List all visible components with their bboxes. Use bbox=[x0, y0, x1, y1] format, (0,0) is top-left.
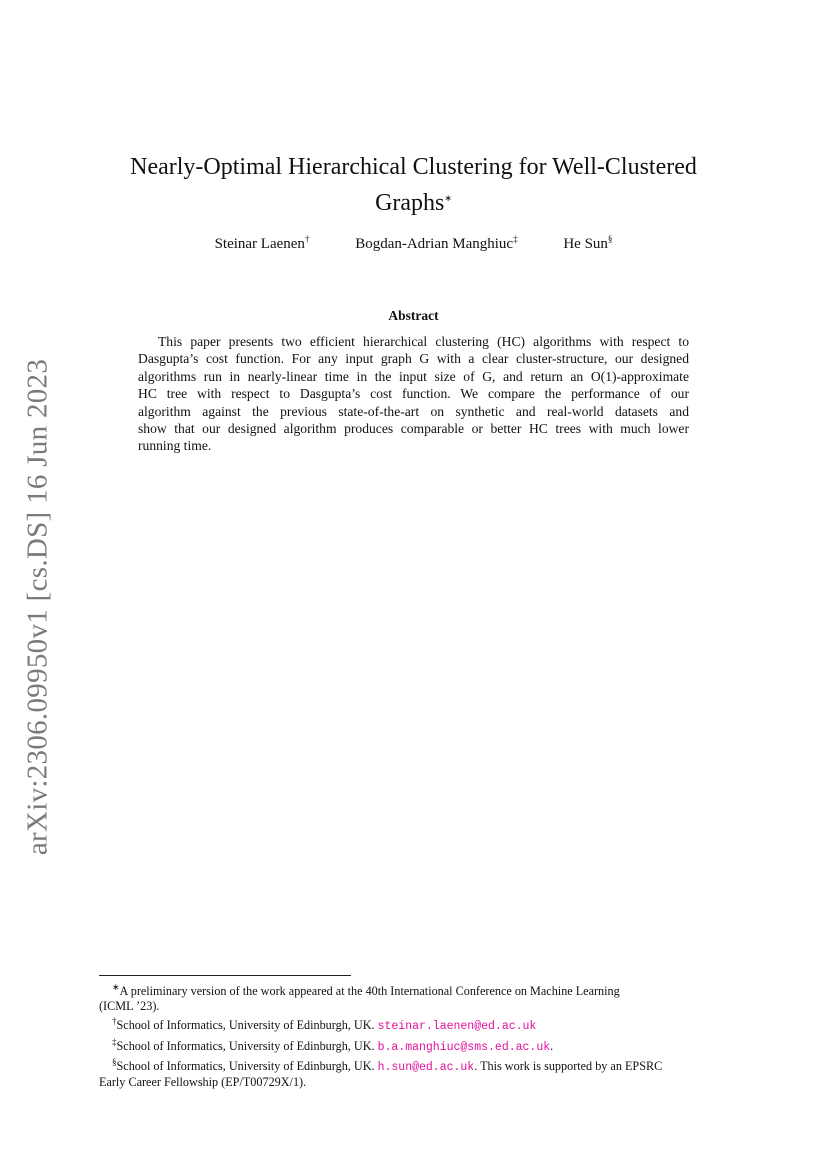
footnote-mark: ‡ bbox=[112, 1036, 117, 1047]
author bbox=[563, 236, 612, 252]
abstract-line: algorithms run in nearly-linear time in the input size of G, and return an O(1)-approximate bbox=[138, 368, 689, 384]
abstract-heading: Abstract bbox=[388, 308, 439, 323]
title-line-1: Nearly-Optimal Hierarchical Clustering for Well-Clustered bbox=[130, 154, 697, 180]
title-text: Graphs bbox=[375, 190, 445, 216]
footnote-text: . This work is supported by an EPSRC bbox=[474, 1059, 663, 1074]
footnote-text: A preliminary version of the work appeared at the 40th International Conference on Machine Learning bbox=[119, 984, 620, 999]
footnote-text: School of Informatics, University of Edinburgh, UK. bbox=[116, 1059, 378, 1074]
abstract-body bbox=[138, 333, 689, 455]
abstract-line: show that our designed algorithm produces comparable or better HC trees with much lower bbox=[138, 421, 689, 437]
author-name: He Sun bbox=[563, 236, 608, 252]
abstract-line: running time. bbox=[138, 438, 212, 454]
footnote-4 bbox=[99, 1055, 727, 1075]
footnote-mark: † bbox=[112, 1016, 117, 1027]
author-list bbox=[0, 234, 827, 253]
footnote-1-cont: (ICML ’23). bbox=[99, 999, 160, 1014]
author-name: Bogdan-Adrian Manghiuc bbox=[355, 236, 514, 252]
paper-title bbox=[0, 152, 827, 219]
email-link[interactable]: b.a.manghiuc@sms.ed.ac.uk bbox=[377, 1040, 551, 1054]
footnote-text: School of Informatics, University of Edinburgh, UK. bbox=[116, 1038, 378, 1053]
footnote-text: . bbox=[550, 1038, 554, 1053]
arxiv-identifier-stamp: arXiv:2306.09950v1 [cs.DS] 16 Jun 2023 bbox=[21, 358, 54, 856]
footnote-1 bbox=[99, 980, 727, 999]
footnote-rule bbox=[99, 975, 351, 976]
abstract-line: algorithm against the previous state-of-the-art on synthetic and real-world datasets and bbox=[138, 403, 689, 419]
title-line-2 bbox=[0, 183, 827, 219]
author-mark: † bbox=[304, 234, 310, 244]
footnote-4-cont: Early Career Fellowship (EP/T00729X/1). bbox=[99, 1075, 307, 1090]
abstract-line: This paper presents two efficient hierarchical clustering (HC) algorithms with respect to bbox=[158, 334, 689, 349]
footnote-3 bbox=[99, 1035, 727, 1055]
abstract-line: Dasgupta’s cost function. For any input graph G with a clear cluster-structure, our designed bbox=[138, 351, 689, 367]
email-link[interactable]: h.sun@ed.ac.uk bbox=[377, 1061, 475, 1075]
email-link[interactable]: steinar.laenen@ed.ac.uk bbox=[377, 1020, 537, 1034]
footnote-text: School of Informatics, University of Edinburgh, UK. bbox=[116, 1018, 378, 1033]
author-name: Steinar Laenen bbox=[214, 236, 305, 252]
footnote-mark: § bbox=[112, 1057, 117, 1067]
footnotes bbox=[99, 980, 727, 1090]
author bbox=[215, 236, 310, 252]
footnote-mark: ∗ bbox=[112, 982, 120, 992]
author-mark: § bbox=[607, 234, 613, 244]
title-footnote-mark: ∗ bbox=[444, 193, 452, 203]
author-mark: ‡ bbox=[513, 234, 518, 244]
footnote-2 bbox=[99, 1014, 727, 1034]
author bbox=[355, 236, 517, 252]
abstract-line: HC tree with respect to Dasgupta’s cost function. We compare the performance of our bbox=[138, 386, 689, 402]
